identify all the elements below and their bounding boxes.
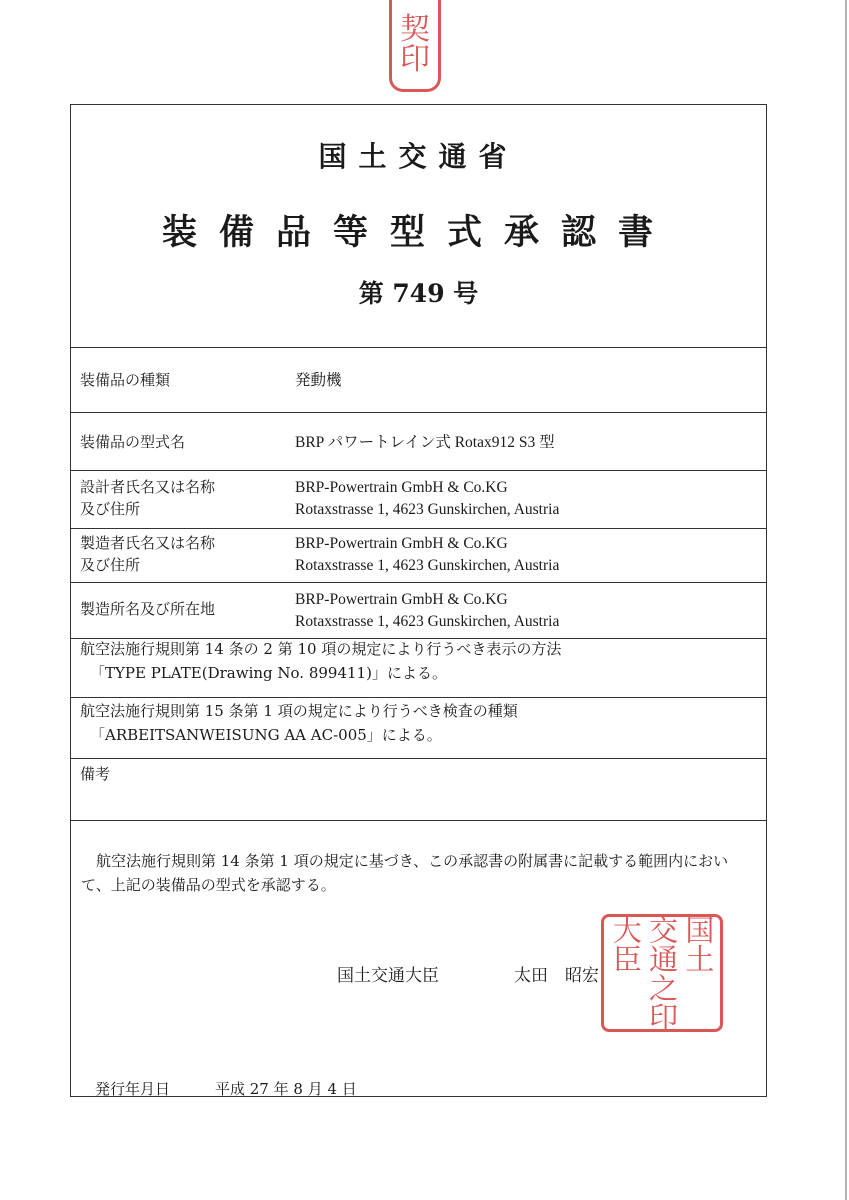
seal-char: 印 [400,41,430,77]
page-edge [845,0,847,1200]
field-label-equipment-type: 装備品の種類 [80,371,171,389]
field-value-model-name: BRP パワートレイン式 Rotax912 S3 型 [295,434,555,451]
document-title: 装備品等型式承認書 [161,212,675,253]
seal-char: 国土 [681,915,716,973]
field-label-factory: 製造所名及び所在地 [80,600,216,618]
minister-seal-stamp [601,914,723,1032]
field-label-model-name: 装備品の型式名 [80,433,186,451]
ministry-name: 国土交通省 [318,140,519,173]
field-value-factory-name: BRP-Powertrain GmbH & Co.KG [295,591,508,608]
certificate-number: 第 749 号 [358,279,479,308]
signatory-title: 国土交通大臣 [337,966,439,986]
issue-date-value: 平成 27 年 8 月 4 日 [215,1080,357,1098]
divider [71,470,766,471]
divider [71,528,766,529]
seal-char: 契 [400,11,430,47]
seal-char: 大臣 [608,915,643,973]
approval-statement: 航空法施行規則第 14 条第 1 項の規定に基づき、この承認書の附属書に記載する範囲内において、上記の装備品の型式を承認する。 [81,852,729,894]
divider [71,820,766,821]
issue-date-label: 発行年月日 [95,1080,171,1098]
divider [71,412,766,413]
field-value-designer-name: BRP-Powertrain GmbH & Co.KG [295,479,508,496]
divider [71,758,766,759]
field-label-designer: 設計者氏名又は名称 [80,478,216,496]
contract-seal-stamp [389,0,441,92]
seal-char: 交通 [645,915,680,973]
field-value-manufacturer-address: Rotaxstrasse 1, 4623 Gunskirchen, Austria [295,557,560,574]
inspection-type-note: 航空法施行規則第 15 条第 1 項の規定により行うべき検査の種類 [80,702,518,720]
signatory-name: 太田 昭宏 [514,966,599,986]
divider [71,697,766,698]
field-label-manufacturer: 製造者氏名又は名称 [80,534,216,552]
remarks-label: 備考 [80,765,111,783]
field-value-manufacturer-name: BRP-Powertrain GmbH & Co.KG [295,535,508,552]
field-label-manufacturer-address: 及び住所 [80,556,141,574]
marking-method-note: 航空法施行規則第 14 条の 2 第 10 項の規定により行うべき表示の方法 [80,640,562,658]
field-value-factory-address: Rotaxstrasse 1, 4623 Gunskirchen, Austria [295,613,560,630]
inspection-type-reference: 「ARBEITSANWEISUNG AA AC-005」による。 [90,726,442,744]
marking-method-reference: 「TYPE PLATE(Drawing No. 899411)」による。 [90,664,447,682]
divider [71,347,766,348]
field-value-equipment-type: 発動機 [295,372,342,389]
field-value-designer-address: Rotaxstrasse 1, 4623 Gunskirchen, Austria [295,501,560,518]
seal-char: 之印 [645,973,680,1031]
divider [71,582,766,583]
field-label-designer-address: 及び住所 [80,500,141,518]
